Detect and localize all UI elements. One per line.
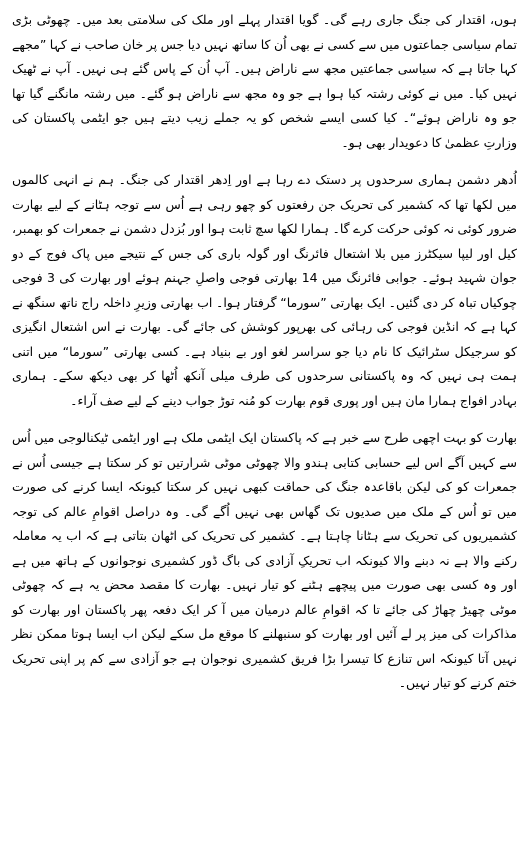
article-paragraph-3: بھارت کو بہت اچھی طرح سے خبر ہے کہ پاکستان ایک ایٹمی ملک ہے اور ایٹمی ٹیکنالوجی میں اُس سے کہیں آگے اس لیے حسابی کتابی ہندو والا چھوٹی موٹی شرارتیں تو کر سکتا ہے جیسی اُس نے جمعرات کو کی لیکن باقاعدہ جنگ کی حماقت کبھی نہیں کر سکتا کیونکہ ایسا کرنے کی صورت میں تو اُس کے ملک میں صدیوں تک گھاس بھی نہیں اُگے گی۔ وہ دراصل اقوامِ عالم کی توجہ کشمیریوں کی تحریک سے ہٹانا چاہتا ہے۔ کشمیر کی تحریک کی اٹھان بتاتی ہے کہ اب یہ معاملہ رکنے والا ہے نہ دبنے والا کیونکہ اب تحریکِ آزادی کی باگ ڈور کشمیری نوجوانوں کے ہاتھ میں ہے اور وہ کسی بھی صورت میں پیچھے ہٹنے کو تیار نہیں۔ بھارت کا مقصد محض یہ ہے کہ چھوٹی موٹی چھیڑ چھاڑ کی جائے تا کہ اقوامِ عالم درمیان میں آ کر ایک دفعہ پھر پاکستان اور بھارت کو مذاکرات کی میز پر لے آئیں اور بھارت کو سنبھلنے کا موقع مل سکے لیکن اب ایسا ہوتا ممکن نظر نہیں آتا کیونکہ اس تنازع کا تیسرا بڑا فریق کشمیری نوجوان ہے جو آزادی سے کم پر اپنی تحریک ختم کرنے کو تیار نہیں۔ (12, 430, 517, 690)
article-paragraph-2: اُدھر دشمن ہماری سرحدوں پر دستک دے رہا ہے اور اِدھر اقتدار کی جنگ۔ ہم نے انہی کالموں میں لکھا تھا کہ کشمیر کی تحریک جن رفعتوں کو چھو رہی ہے اُس سے توجہ ہٹانے کے لیے بھارت ضرور کوئی نہ کوئی حرکت کرے گا۔ ہمارا لکھا سچ ثابت ہوا اور بُزدل دشمن نے جمعرات کو بھمبر، کیل اور لیپا سیکٹرز میں بلا اشتعال فائرنگ اور گولہ باری کی جس کے نتیجے میں پاک فوج کے دو جوان شہید ہوئے۔ جوابی فائرنگ میں 14 بھارتی فوجی واصلِ جہنم ہوئے اور بھارت کی 3 فوجی چوکیاں تباہ کر دی گئیں۔ ایک بھارتی ”سورما“ گرفتار ہوا۔ اب بھارتی وزیرِ داخلہ راج ناتھ سنگھ نے کہا ہے کہ انڈین فوجی کی رہائی کی بھرپور کوشش کی جائے گی۔ بھارت نے اس اشتعال انگیزی کو سرجیکل سٹرائیک کا نام دیا جو سراسر لغو اور بے بنیاد ہے۔ کسی بھارتی ”سورما“ میں اتنی ہمت ہی نہیں کہ وہ پاکستانی سرحدوں کی طرف میلی آنکھ اُٹھا کر بھی دیکھ سکے۔ ہماری بہادر افواج ہمارا مان ہیں اور پوری قوم بھارت کو مُنہ توڑ جواب دینے کے لیے صف آراء۔ (12, 172, 517, 408)
article-paragraph-1: ہوں، اقتدار کی جنگ جاری رہے گی۔ گویا اقتدار پہلے اور ملک کی سلامتی بعد میں۔ چھوٹی بڑی تمام سیاسی جماعتوں میں سے کسی نے بھی اُن کا ساتھ نہیں دیا جس پر خان صاحب نے کہا ”مجھے کہا جاتا ہے کہ سیاسی جماعتیں مجھ سے ناراض ہیں۔ آپ اُن کے پاس گئے ہی نہیں۔ آپ نے ٹھیک نہیں کیا۔ میں نے کوئی رشتہ کیا ہوا ہے جو وہ مجھ سے ناراض ہو گئے۔ میں رشتہ مانگنے گیا تھا جو وہ ناراض ہوئے“۔ کیا کسی ایسے شخص کو یہ جملے زیب دیتے ہیں جو ایٹمی پاکستان کی وزارتِ عظمیٰ کا دعویدار بھی ہو۔ (12, 12, 517, 150)
